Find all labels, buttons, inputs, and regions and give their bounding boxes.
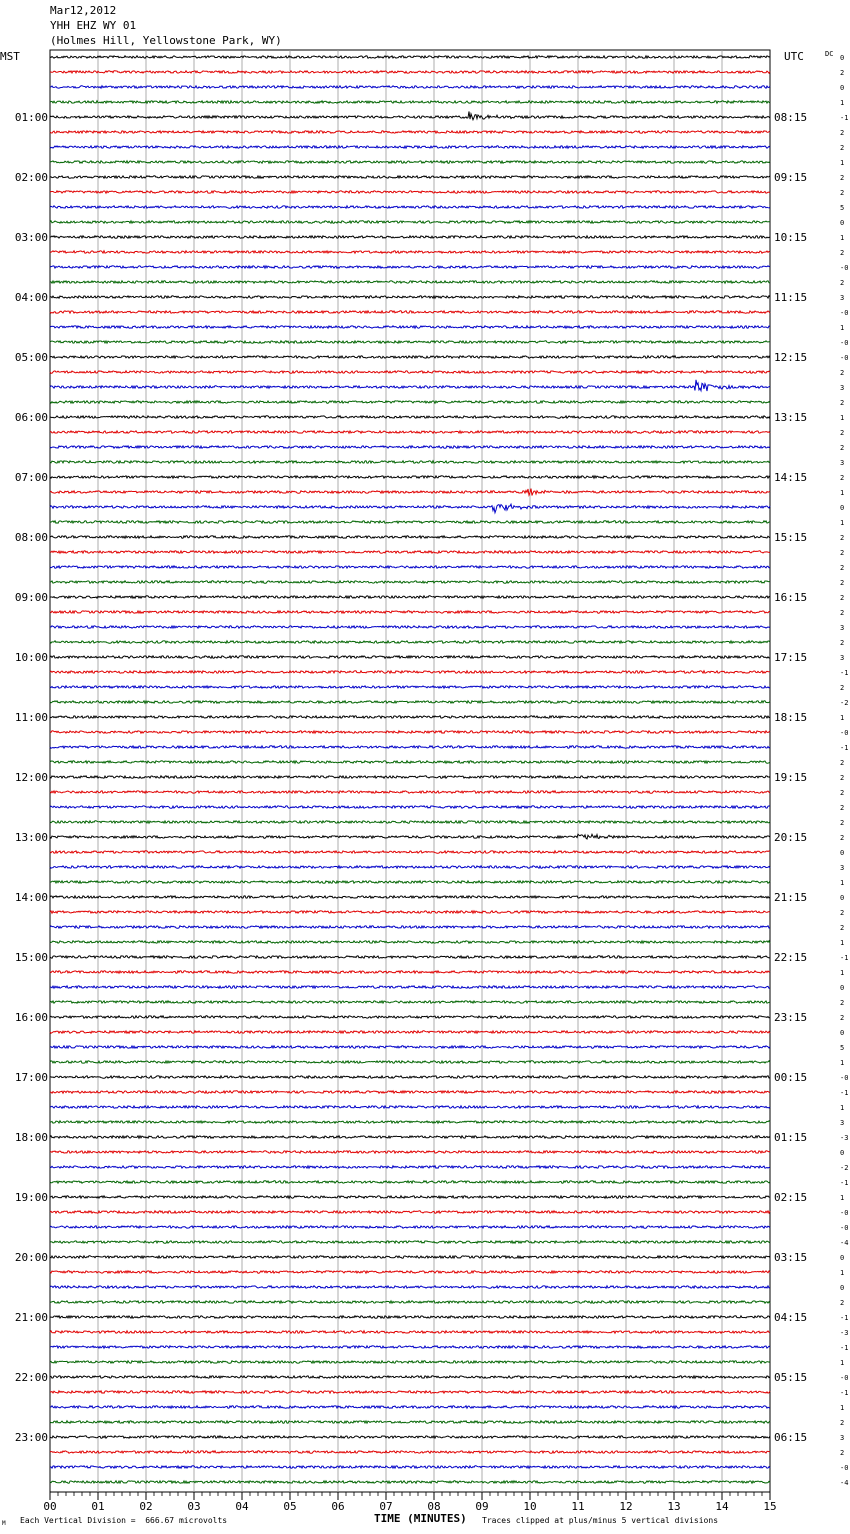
right-hour-label: 17:15 xyxy=(774,651,808,664)
trace-row-50 xyxy=(50,806,770,808)
trace-row-7 xyxy=(50,161,770,163)
trace-row-60 xyxy=(50,956,770,958)
location-label: (Holmes Hill, Yellowstone Park, WY) xyxy=(50,34,282,47)
dc-offset-label: -0 xyxy=(840,264,849,272)
dc-offset-label: 2 xyxy=(840,909,845,917)
dc-offset-label: 0 xyxy=(840,54,845,62)
x-tick-label: 00 xyxy=(43,1500,57,1513)
right-hour-label: 03:15 xyxy=(774,1251,808,1264)
dc-offset-label: 2 xyxy=(840,834,845,842)
trace-row-17 xyxy=(50,311,770,313)
trace-row-1 xyxy=(50,71,770,73)
corner-mark: M xyxy=(2,1520,6,1527)
trace-row-42 xyxy=(50,686,770,688)
trace-row-75 xyxy=(50,1181,770,1183)
trace-row-69 xyxy=(50,1091,770,1093)
dc-offset-label: 2 xyxy=(840,564,845,572)
dc-offset-label: 0 xyxy=(840,849,845,857)
trace-row-68 xyxy=(50,1076,770,1078)
trace-row-55 xyxy=(50,881,770,883)
trace-row-62 xyxy=(50,986,770,988)
dc-offset-label: -0 xyxy=(840,729,849,737)
right-hour-label: 04:15 xyxy=(774,1311,808,1324)
right-hour-label: 15:15 xyxy=(774,531,808,544)
trace-row-89 xyxy=(50,1391,770,1393)
dc-offset-label: 3 xyxy=(840,294,845,302)
dc-offset-label: -4 xyxy=(840,1239,849,1247)
trace-row-79 xyxy=(50,1241,770,1243)
dc-offset-label: 2 xyxy=(840,639,845,647)
dc-offset-label: 2 xyxy=(840,1419,845,1427)
left-hour-label: 15:00 xyxy=(14,951,48,964)
x-tick-label: 14 xyxy=(715,1500,729,1513)
clip-note: Traces clipped at plus/minus 5 vertical divisions xyxy=(482,1516,719,1525)
dc-offset-label: 2 xyxy=(840,594,845,602)
trace-row-82 xyxy=(50,1286,770,1288)
dc-offset-label: 1 xyxy=(840,1104,845,1112)
dc-offset-label: 2 xyxy=(840,789,845,797)
right-hour-label: 19:15 xyxy=(774,771,808,784)
dc-offset-label: 2 xyxy=(840,429,845,437)
dc-offset-label: 0 xyxy=(840,1284,845,1292)
trace-row-35 xyxy=(50,581,770,583)
trace-row-31 xyxy=(50,521,770,523)
dc-offset-label: -1 xyxy=(840,744,849,752)
x-tick-label: 02 xyxy=(139,1500,153,1513)
trace-row-48 xyxy=(50,776,770,778)
dc-offset-label: 3 xyxy=(840,384,845,392)
trace-row-2 xyxy=(50,86,770,88)
dc-offset-label: 1 xyxy=(840,1269,845,1277)
dc-offset-label: 0 xyxy=(840,219,845,227)
trace-row-77 xyxy=(50,1211,770,1213)
traces xyxy=(50,56,770,1483)
dc-offset-label: 1 xyxy=(840,1194,845,1202)
dc-offset-label: 3 xyxy=(840,1434,845,1442)
trace-row-63 xyxy=(50,1001,770,1003)
trace-row-54 xyxy=(50,866,770,868)
dc-header-label: DC xyxy=(825,50,834,58)
trace-row-52 xyxy=(50,834,770,839)
left-hour-label: 01:00 xyxy=(14,111,48,124)
trace-row-43 xyxy=(50,701,770,703)
trace-row-57 xyxy=(50,911,770,913)
trace-row-34 xyxy=(50,566,770,568)
right-hour-label: 22:15 xyxy=(774,951,808,964)
trace-row-11 xyxy=(50,221,770,223)
dc-offset-label: 0 xyxy=(840,894,845,902)
right-hour-label: 09:15 xyxy=(774,171,808,184)
trace-row-33 xyxy=(50,551,770,553)
trace-row-44 xyxy=(50,716,770,718)
trace-row-84 xyxy=(50,1316,770,1318)
dc-offset-label: 2 xyxy=(840,129,845,137)
dc-offset-label: -0 xyxy=(840,1209,849,1217)
trace-row-58 xyxy=(50,926,770,928)
axis-labels xyxy=(0,50,848,1513)
dc-offset-label: 1 xyxy=(840,1404,845,1412)
dc-offset-label: 2 xyxy=(840,579,845,587)
date-label: Mar12,2012 xyxy=(50,4,117,17)
left-hour-label: 10:00 xyxy=(14,651,48,664)
trace-row-9 xyxy=(50,191,770,193)
x-tick-label: 01 xyxy=(91,1500,105,1513)
trace-row-40 xyxy=(50,656,770,658)
right-hour-label: 11:15 xyxy=(774,291,808,304)
trace-row-4 xyxy=(50,111,770,119)
trace-row-29 xyxy=(50,489,770,496)
dc-offset-label: -0 xyxy=(840,1074,849,1082)
dc-offset-label: 2 xyxy=(840,69,845,77)
trace-row-94 xyxy=(50,1466,770,1468)
left-hour-label: 18:00 xyxy=(14,1131,48,1144)
dc-offset-label: -1 xyxy=(840,954,849,962)
left-hour-label: 05:00 xyxy=(14,351,48,364)
right-hour-label: 20:15 xyxy=(774,831,808,844)
x-tick-label: 03 xyxy=(187,1500,201,1513)
x-tick-label: 05 xyxy=(283,1500,297,1513)
trace-row-59 xyxy=(50,941,770,943)
left-hour-label: 03:00 xyxy=(14,231,48,244)
left-hour-label: 20:00 xyxy=(14,1251,48,1264)
trace-row-67 xyxy=(50,1061,770,1063)
trace-row-78 xyxy=(50,1226,770,1228)
dc-offset-label: 1 xyxy=(840,324,845,332)
dc-offset-label: 2 xyxy=(840,999,845,1007)
dc-offset-label: 2 xyxy=(840,1299,845,1307)
trace-row-53 xyxy=(50,851,770,853)
trace-row-91 xyxy=(50,1421,770,1423)
left-hour-label: 17:00 xyxy=(14,1071,48,1084)
trace-row-64 xyxy=(50,1016,770,1018)
right-hour-label: 18:15 xyxy=(774,711,808,724)
dc-offset-label: 0 xyxy=(840,984,845,992)
trace-row-85 xyxy=(50,1331,770,1333)
dc-offset-label: 1 xyxy=(840,939,845,947)
trace-row-13 xyxy=(50,251,770,253)
trace-row-70 xyxy=(50,1106,770,1108)
trace-row-66 xyxy=(50,1046,770,1048)
trace-row-5 xyxy=(50,131,770,133)
dc-offset-label: 2 xyxy=(840,369,845,377)
trace-row-15 xyxy=(50,281,770,283)
trace-row-72 xyxy=(50,1136,770,1138)
dc-offset-label: 1 xyxy=(840,969,845,977)
trace-row-16 xyxy=(50,296,770,298)
dc-offset-label: -0 xyxy=(840,1224,849,1232)
trace-row-71 xyxy=(50,1121,770,1123)
dc-offset-label: 0 xyxy=(840,1254,845,1262)
trace-row-47 xyxy=(50,761,770,763)
trace-row-21 xyxy=(50,371,770,373)
dc-offset-label: 1 xyxy=(840,714,845,722)
left-hour-label: 22:00 xyxy=(14,1371,48,1384)
trace-row-73 xyxy=(50,1151,770,1153)
dc-offset-label: 2 xyxy=(840,474,845,482)
dc-offset-label: 1 xyxy=(840,519,845,527)
right-hour-label: 21:15 xyxy=(774,891,808,904)
dc-offset-label: 1 xyxy=(840,1359,845,1367)
trace-row-38 xyxy=(50,626,770,628)
trace-row-18 xyxy=(50,326,770,328)
trace-row-27 xyxy=(50,461,770,463)
dc-offset-label: 2 xyxy=(840,444,845,452)
trace-row-56 xyxy=(50,896,770,898)
dc-offset-label: -1 xyxy=(840,114,849,122)
dc-offset-label: -1 xyxy=(840,1389,849,1397)
left-hour-label: 02:00 xyxy=(14,171,48,184)
trace-row-80 xyxy=(50,1256,770,1258)
right-hour-label: 14:15 xyxy=(774,471,808,484)
dc-offset-label: 1 xyxy=(840,879,845,887)
dc-offset-label: 1 xyxy=(840,234,845,242)
dc-offset-label: 0 xyxy=(840,84,845,92)
trace-row-26 xyxy=(50,446,770,448)
dc-offset-label: -0 xyxy=(840,339,849,347)
dc-offset-label: 2 xyxy=(840,774,845,782)
dc-offset-label: -3 xyxy=(840,1329,849,1337)
trace-row-20 xyxy=(50,356,770,358)
trace-row-3 xyxy=(50,101,770,103)
trace-row-12 xyxy=(50,236,770,238)
dc-offset-label: 2 xyxy=(840,609,845,617)
trace-row-81 xyxy=(50,1271,770,1273)
right-hour-label: 05:15 xyxy=(774,1371,808,1384)
dc-offset-label: -0 xyxy=(840,1374,849,1382)
right-hour-label: 23:15 xyxy=(774,1011,808,1024)
left-hour-label: 14:00 xyxy=(14,891,48,904)
dc-offset-label: -2 xyxy=(840,1164,849,1172)
dc-offset-label: 1 xyxy=(840,159,845,167)
right-hour-label: 06:15 xyxy=(774,1431,808,1444)
dc-offset-label: -2 xyxy=(840,699,849,707)
trace-row-90 xyxy=(50,1406,770,1408)
trace-row-28 xyxy=(50,476,770,478)
x-tick-label: 11 xyxy=(571,1500,585,1513)
x-tick-label: 12 xyxy=(619,1500,633,1513)
right-hour-label: 00:15 xyxy=(774,1071,808,1084)
x-tick-label: 10 xyxy=(523,1500,537,1513)
dc-offset-label: 3 xyxy=(840,1119,845,1127)
dc-offset-label: 2 xyxy=(840,1449,845,1457)
trace-row-92 xyxy=(50,1436,770,1438)
dc-offset-label: 0 xyxy=(840,1029,845,1037)
trace-row-19 xyxy=(50,341,770,343)
dc-offset-label: 2 xyxy=(840,684,845,692)
dc-offset-label: 2 xyxy=(840,189,845,197)
right-hour-label: 08:15 xyxy=(774,111,808,124)
left-hour-label: 06:00 xyxy=(14,411,48,424)
dc-offset-label: 2 xyxy=(840,399,845,407)
dc-offset-label: -1 xyxy=(840,1179,849,1187)
trace-row-51 xyxy=(50,821,770,823)
right-hour-label: 10:15 xyxy=(774,231,808,244)
station-label: YHH EHZ WY 01 xyxy=(50,19,137,32)
dc-offset-label: -1 xyxy=(840,669,849,677)
dc-offset-label: 3 xyxy=(840,624,845,632)
dc-offset-label: -4 xyxy=(840,1479,849,1487)
left-hour-label: 08:00 xyxy=(14,531,48,544)
trace-row-65 xyxy=(50,1031,770,1033)
left-hour-label: 19:00 xyxy=(14,1191,48,1204)
trace-row-87 xyxy=(50,1361,770,1363)
trace-row-14 xyxy=(50,266,770,268)
dc-offset-label: 1 xyxy=(840,414,845,422)
trace-row-93 xyxy=(50,1451,770,1453)
x-tick-label: 15 xyxy=(763,1500,777,1513)
dc-offset-label: 2 xyxy=(840,144,845,152)
trace-row-36 xyxy=(50,596,770,598)
dc-offset-label: 2 xyxy=(840,174,845,182)
trace-row-37 xyxy=(50,611,770,613)
trace-row-6 xyxy=(50,146,770,148)
vertical-division-note: Each Vertical Division = 666.67 microvolts xyxy=(20,1516,228,1525)
trace-row-49 xyxy=(50,791,770,793)
left-hour-label: 21:00 xyxy=(14,1311,48,1324)
dc-offset-label: 3 xyxy=(840,459,845,467)
right-hour-label: 01:15 xyxy=(774,1131,808,1144)
dc-offset-label: -1 xyxy=(840,1089,849,1097)
trace-row-10 xyxy=(50,206,770,208)
trace-row-30 xyxy=(50,504,770,513)
trace-row-41 xyxy=(50,671,770,673)
right-hour-label: 16:15 xyxy=(774,591,808,604)
dc-offset-label: 2 xyxy=(840,549,845,557)
dc-offset-label: 2 xyxy=(840,804,845,812)
dc-offset-label: -0 xyxy=(840,309,849,317)
dc-offset-label: 2 xyxy=(840,819,845,827)
trace-row-22 xyxy=(50,380,770,391)
left-hour-label: 11:00 xyxy=(14,711,48,724)
x-tick-label: 08 xyxy=(427,1500,441,1513)
trace-row-8 xyxy=(50,176,770,178)
dc-offset-label: 1 xyxy=(840,1059,845,1067)
trace-row-23 xyxy=(50,401,770,403)
trace-row-61 xyxy=(50,971,770,973)
trace-row-32 xyxy=(50,536,770,538)
trace-row-24 xyxy=(50,416,770,418)
dc-offset-label: -1 xyxy=(840,1314,849,1322)
trace-row-88 xyxy=(50,1376,770,1378)
dc-offset-label: -3 xyxy=(840,1134,849,1142)
trace-row-39 xyxy=(50,641,770,643)
dc-offset-label: 3 xyxy=(840,654,845,662)
dc-offset-label: 5 xyxy=(840,1044,845,1052)
trace-row-0 xyxy=(50,56,770,58)
dc-offset-label: 0 xyxy=(840,1149,845,1157)
x-tick-label: 13 xyxy=(667,1500,681,1513)
right-hour-label: 02:15 xyxy=(774,1191,808,1204)
dc-offset-label: 2 xyxy=(840,759,845,767)
x-tick-label: 07 xyxy=(379,1500,393,1513)
dc-offset-label: 1 xyxy=(840,99,845,107)
dc-offset-label: 2 xyxy=(840,279,845,287)
dc-offset-label: -0 xyxy=(840,354,849,362)
dc-offset-label: 2 xyxy=(840,534,845,542)
dc-offset-label: 3 xyxy=(840,864,845,872)
trace-row-46 xyxy=(50,746,770,748)
dc-offset-label: 2 xyxy=(840,1014,845,1022)
left-hour-label: 09:00 xyxy=(14,591,48,604)
dc-offset-label: 2 xyxy=(840,924,845,932)
trace-row-74 xyxy=(50,1166,770,1168)
x-axis-title: TIME (MINUTES) xyxy=(374,1512,467,1525)
dc-offset-label: -0 xyxy=(840,1464,849,1472)
trace-row-83 xyxy=(50,1301,770,1303)
right-hour-label: 12:15 xyxy=(774,351,808,364)
trace-row-25 xyxy=(50,431,770,433)
left-hour-label: 07:00 xyxy=(14,471,48,484)
trace-row-45 xyxy=(50,731,770,733)
dc-offset-label: 1 xyxy=(840,489,845,497)
trace-row-76 xyxy=(50,1196,770,1198)
x-tick-label: 04 xyxy=(235,1500,249,1513)
dc-offset-label: 0 xyxy=(840,504,845,512)
left-hour-label: 13:00 xyxy=(14,831,48,844)
dc-offset-label: 5 xyxy=(840,204,845,212)
right-hour-label: 13:15 xyxy=(774,411,808,424)
left-hour-label: 16:00 xyxy=(14,1011,48,1024)
dc-offset-label: 2 xyxy=(840,249,845,257)
x-tick-label: 06 xyxy=(331,1500,345,1513)
trace-row-95 xyxy=(50,1481,770,1483)
left-hour-label: 04:00 xyxy=(14,291,48,304)
left-hour-label: 12:00 xyxy=(14,771,48,784)
left-timezone-label: MST xyxy=(0,50,20,63)
trace-row-86 xyxy=(50,1346,770,1348)
left-hour-label: 23:00 xyxy=(14,1431,48,1444)
right-timezone-label: UTC xyxy=(784,50,804,63)
x-tick-label: 09 xyxy=(475,1500,489,1513)
dc-offset-label: -1 xyxy=(840,1344,849,1352)
